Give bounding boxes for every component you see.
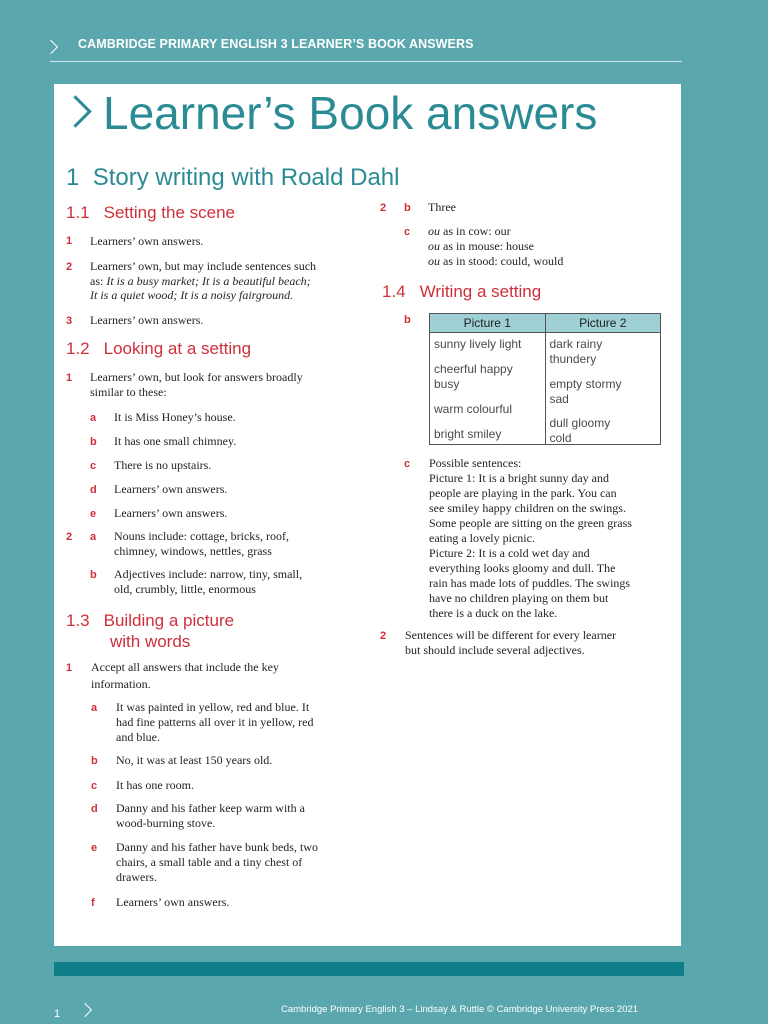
- answer-text: There is no upstairs.: [114, 458, 212, 472]
- spelling-pattern: ou: [428, 239, 440, 253]
- answer-text: Nouns include: cottage, bricks, roof,: [114, 529, 289, 543]
- answer-text: wood-burning stove.: [116, 816, 216, 830]
- example-sentences: It is a busy market; It is a beautiful beach;: [106, 274, 311, 288]
- section-number: 1.4: [382, 282, 406, 301]
- item-letter: e: [91, 842, 98, 854]
- answer-text: Three: [428, 200, 456, 214]
- running-header: [46, 36, 686, 66]
- answer-text: [428, 224, 511, 239]
- item-letter: b: [90, 436, 97, 448]
- answer-text: Picture 2: It is a cold wet day and: [429, 546, 590, 560]
- footer-bar: [54, 962, 684, 976]
- section-title: Writing a setting: [419, 282, 542, 301]
- header-title: CAMBRIDGE PRIMARY ENGLISH 3 LEARNER’S BOOK ANSWERS: [78, 37, 474, 51]
- answer-text-part: as in stood: could, would: [440, 254, 564, 268]
- section-number: 1.3: [66, 611, 90, 630]
- chevron-right-icon: [44, 40, 58, 54]
- answer-text: [428, 254, 563, 269]
- section-title: Looking at a setting: [103, 339, 252, 358]
- item-letter: c: [90, 460, 97, 472]
- answer-text: No, it was at least 150 years old.: [116, 753, 273, 767]
- item-letter: c: [404, 226, 411, 238]
- section-title: Setting the scene: [103, 203, 236, 222]
- cell-text: busy: [434, 377, 460, 391]
- answer-text: Danny and his father keep warm with a: [116, 801, 305, 815]
- section-number: 1.2: [66, 339, 90, 358]
- answer-text: Sentences will be different for every learner: [405, 628, 617, 642]
- answer-text: have no children playing on them but: [429, 591, 609, 605]
- cell-text: cold: [549, 431, 572, 445]
- answer-text-part: as in cow: our: [440, 224, 511, 238]
- cell-text: cheerful happy: [434, 362, 513, 376]
- answer-text: [90, 274, 311, 289]
- footer-credit: Cambridge Primary English 3 – Lindsay & Ruttle © Cambridge University Press 2021: [281, 1004, 639, 1015]
- answer-page: [54, 84, 681, 946]
- item-letter: d: [91, 803, 98, 815]
- answer-text: eating a lovely picnic.: [429, 531, 535, 545]
- answer-text: people are playing in the park. You can: [429, 486, 617, 500]
- table-header-row: [430, 314, 661, 333]
- chapter-number: 1: [66, 164, 80, 191]
- item-letter: f: [91, 897, 95, 909]
- answer-text: had fine patterns all over it in yellow, red: [116, 715, 314, 729]
- answer-text: It has one small chimney.: [114, 434, 237, 448]
- answer-text: old, crumbly, little, enormous: [114, 582, 256, 596]
- cell-text: sunny lively light: [434, 337, 522, 351]
- answer-text: Learners’ own, but may include sentences such: [90, 259, 317, 273]
- answer-text: Learners’ own answers.: [114, 482, 228, 496]
- table-row: [430, 333, 661, 445]
- answer-text: Adjectives include: narrow, tiny, small,: [114, 567, 303, 581]
- page-number: 1: [54, 1008, 61, 1020]
- page-title: [64, 87, 598, 139]
- answer-text: Learners’ own answers.: [116, 895, 230, 909]
- item-letter: c: [91, 780, 98, 792]
- answer-text: see smiley happy children on the swings.: [429, 501, 626, 515]
- question-number: 2: [66, 261, 73, 273]
- chapter-title: [66, 164, 400, 192]
- answer-text: Danny and his father have bunk beds, two: [116, 840, 318, 854]
- answer-text: Learners’ own answers.: [114, 506, 228, 520]
- cell-text: dark rainy: [549, 337, 603, 351]
- answer-text: everything looks gloomy and dull. The: [429, 561, 616, 575]
- answer-text: Accept all answers that include the key: [91, 660, 279, 674]
- answer-text-part: as in mouse: house: [440, 239, 534, 253]
- item-letter: e: [90, 508, 97, 520]
- spelling-pattern: ou: [428, 254, 440, 268]
- section-heading-1-4: [382, 282, 541, 302]
- answer-text: Picture 1: It is a bright sunny day and: [429, 471, 609, 485]
- answer-text: and blue.: [116, 730, 160, 744]
- cell-text: bright smiley: [434, 427, 502, 441]
- item-letter: b: [404, 202, 411, 214]
- answer-text: but should include several adjectives.: [405, 643, 585, 657]
- cell-text: sad: [549, 392, 569, 406]
- section-heading-1-2: [66, 339, 251, 359]
- answer-text: It has one room.: [116, 778, 194, 792]
- answer-text: Learners’ own answers.: [90, 234, 204, 248]
- chapter-title-text: Story writing with Roald Dahl: [92, 164, 400, 191]
- section-number: 1.1: [66, 203, 90, 222]
- answer-text: Possible sentences:: [429, 456, 522, 470]
- answer-text: It is Miss Honey’s house.: [114, 410, 236, 424]
- item-letter: b: [404, 314, 411, 326]
- answer-text: there is a duck on the lake.: [429, 606, 558, 620]
- table-cell-picture-1: [430, 333, 546, 445]
- item-letter: a: [90, 531, 97, 543]
- cell-text: thundery: [549, 352, 597, 366]
- adjectives-table: [429, 313, 661, 445]
- answer-text: drawers.: [116, 870, 157, 884]
- answer-text-part: as:: [90, 274, 107, 288]
- section-title: with words: [110, 632, 191, 651]
- item-letter: a: [90, 412, 97, 424]
- answer-text: [428, 239, 534, 254]
- answer-text: Some people are sitting on the green grass: [429, 516, 632, 530]
- answer-text: similar to these:: [90, 385, 167, 399]
- table-cell-picture-2: [545, 333, 661, 445]
- item-letter: b: [90, 569, 97, 581]
- section-heading-1-1: [66, 203, 235, 223]
- item-letter: a: [91, 702, 98, 714]
- chevron-right-icon: [78, 1003, 92, 1017]
- answer-text: It was painted in yellow, red and blue. It: [116, 700, 310, 714]
- cell-text: empty stormy: [549, 377, 622, 391]
- table-header-picture-1: Picture 1: [430, 314, 546, 333]
- page-title-text: Learner’s Book answers: [103, 87, 598, 139]
- cell-text: warm colourful: [434, 402, 513, 416]
- table-header-picture-2: Picture 2: [545, 314, 661, 333]
- answer-text: rain has made lots of puddles. The swings: [429, 576, 631, 590]
- answer-text: Learners’ own, but look for answers broadly: [90, 370, 303, 384]
- question-number: 2: [380, 202, 387, 214]
- item-letter: c: [404, 458, 411, 470]
- question-number: 1: [66, 235, 73, 247]
- header-divider: [50, 61, 682, 62]
- section-heading-1-3: [66, 610, 234, 652]
- answer-text: chimney, windows, nettles, grass: [114, 544, 272, 558]
- chevron-right-icon: [59, 95, 92, 128]
- section-title: Building a picture: [103, 611, 235, 630]
- item-letter: b: [91, 755, 98, 767]
- question-number: 2: [380, 630, 387, 642]
- answer-text: information.: [91, 677, 151, 691]
- spelling-pattern: ou: [428, 224, 440, 238]
- cell-text: dull gloomy: [549, 416, 611, 430]
- question-number: 3: [66, 315, 73, 327]
- question-number: 2: [66, 531, 73, 543]
- answer-text: chairs, a small table and a tiny chest of: [116, 855, 303, 869]
- question-number: 1: [66, 372, 73, 384]
- example-sentences: It is a quiet wood; It is a noisy fairground.: [90, 288, 294, 302]
- question-number: 1: [66, 662, 73, 674]
- answer-text: Learners’ own answers.: [90, 313, 204, 327]
- item-letter: d: [90, 484, 97, 496]
